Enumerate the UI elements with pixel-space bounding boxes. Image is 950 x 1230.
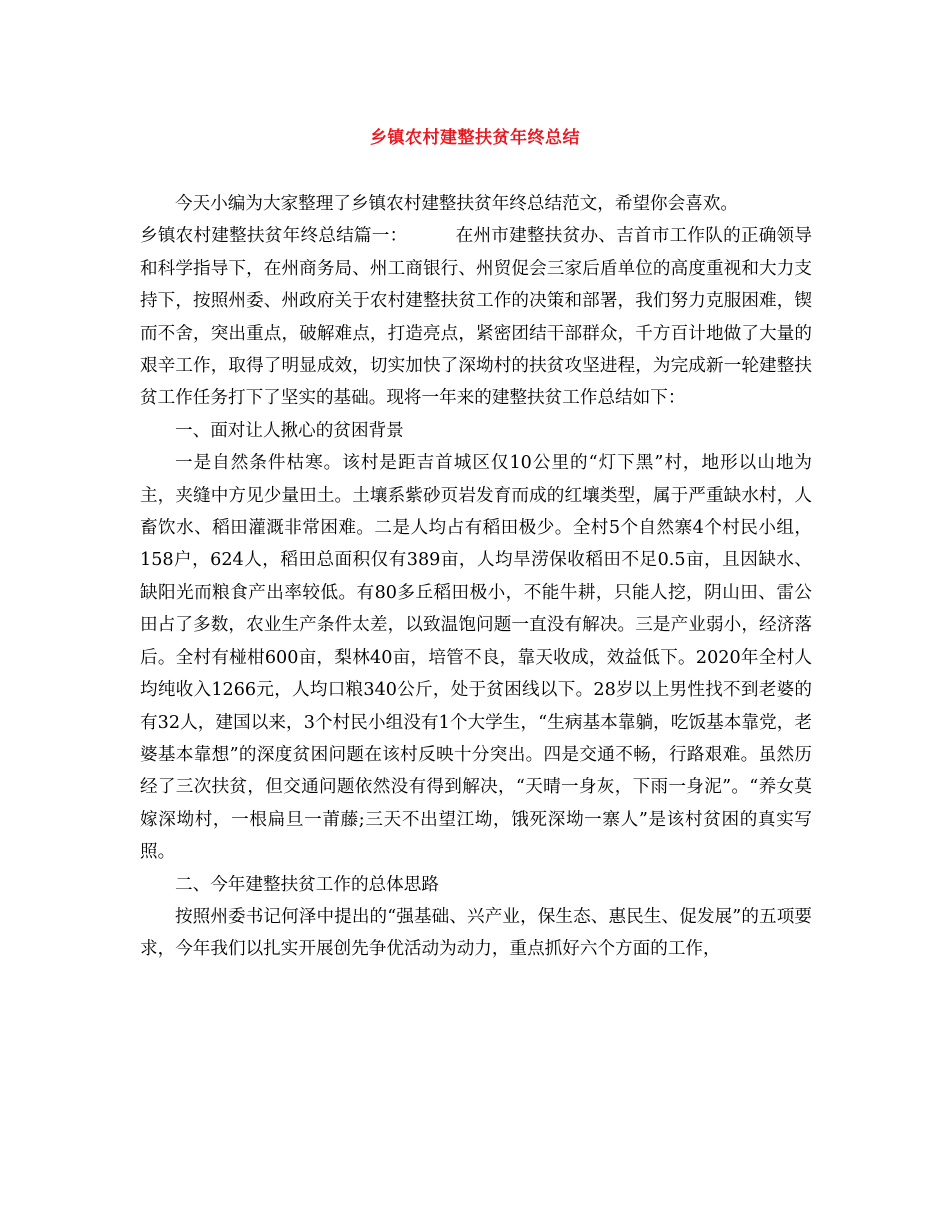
- background-paragraph: 一是自然条件枯寒。该村是距吉首城区仅10公里的“灯下黑”村，地形以山地为主，夹缝中方见少量田土。土壤系紫砂页岩发育而成的红壤类型，属于严重缺水村，人畜饮水、稻田灌溉非常困难。二是人均占有稻田极少。全村5个自然寨4个村民小组，158户，624人，稻田总面积仅有389亩，人均旱涝保收稻田不足0.5亩，且因缺水、缺阳光而粮食产出率较低。有80多丘稻田极小，不能牛耕，只能人挖，阴山田、雷公田占了多数，农业生产条件太差，以致温饱问题一直没有解决。三是产业弱小，经济落后。全村有椪柑600亩，梨林40亩，培管不良，靠天收成，效益低下。2020年全村人均纯收入1266元，人均口粮340公斤，处于贫困线以下。28岁以上男性找不到老婆的有32人，建国以来，3个村民小组没有1个大学生，“生病基本靠躺，吃饭基本靠党，老婆基本靠想”的深度贫困问题在该村反映十分突出。四是交通不畅，行路艰难。虽然历经了三次扶贫，但交通问题依然没有得到解决，“天晴一身灰，下雨一身泥”。“养女莫嫁深坳村，一根扁旦一莆藤;三天不出望江坳，饿死深坳一寨人”是该村贫困的真实写照。: [140, 453, 812, 863]
- part-one-paragraph: [140, 220, 812, 414]
- intro-paragraph: 今天小编为大家整理了乡镇农村建整扶贫年终总结范文，希望你会喜欢。: [175, 194, 739, 214]
- document-body: [140, 188, 812, 966]
- part-one-label: 乡镇农村建整扶贫年终总结篇一：: [140, 226, 408, 247]
- section-heading-1: 一、面对让人揪心的贫困背景: [175, 420, 404, 441]
- document-title: 乡镇农村建整扶贫年终总结: [370, 128, 580, 148]
- section-heading-2: 二、今年建整扶贫工作的总体思路: [175, 874, 439, 895]
- part-one-body: 在州市建整扶贫办、吉首市工作队的正确领导和科学指导下，在州商务局、州工商银行、州贸促会三家后盾单位的高度重视和大力支持下，按照州委、州政府关于农村建整扶贫工作的决策和部署，我们努力克服困难，锲而不舍，突出重点，破解难点，打造亮点，紧密团结干部群众，千方百计地做了大量的艰辛工作，取得了明显成效，切实加快了深坳村的扶贫攻坚进程，为完成新一轮建整扶贫工作任务打下了坚实的基础。现将一年来的建整扶贫工作总结如下：: [140, 226, 812, 409]
- approach-paragraph: 按照州委书记何泽中提出的“强基础、兴产业，保生态、惠民生、促发展”的五项要求，今年我们以扎实开展创先争优活动为动力，重点抓好六个方面的工作，: [140, 906, 812, 960]
